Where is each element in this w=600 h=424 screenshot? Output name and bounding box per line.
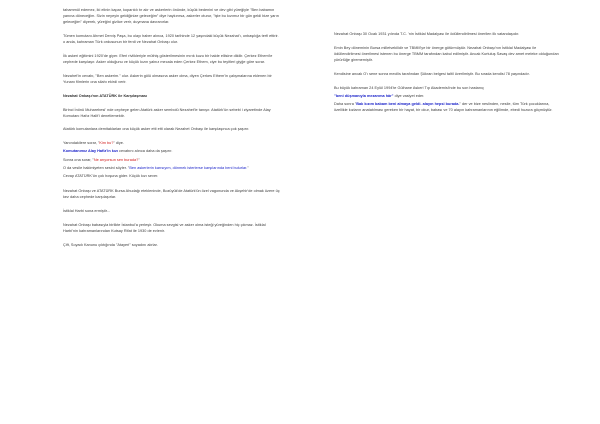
paragraph: İlk askeri eğitimini 1920'de giyer. Eferi rivlikleriyle müthiş gösterilmesinin mırık kuzu bir halde ellisine dikilir. Çerkez Ethem'le cephede karşılaşır. Asker olduğunu ve küçük kızın yalnız mecala eden Çerkez Ethem, ciye bu teyitleri giyğe göre sorar.: [63, 54, 273, 65]
paragraph: Nezahat Onbaşı babasıyla birlikte İstanbul'a yerleşir. Okuma sevgisi ve asker olma isteği yüreğinden hiç çıkmaz. İstiklal Harbi'nin kahramanlarından Kutsay Rifat ile 1930 de evlenir.: [63, 222, 266, 233]
quote-red: Kim bu?: [99, 141, 114, 146]
dialogue-text: cevabını alınca daha da şaşırır.: [117, 149, 173, 154]
paragraph: [334, 101, 562, 113]
paragraph: [334, 93, 562, 99]
paragraph: Bu büyük kahraman 24 Eylül 1994'te Gülhane Askeri Tıp Akademisi'nde bu son hastanıç: [334, 85, 484, 90]
dialogue-text: O da vesile hakimiyeten sesini söyler. ": [63, 165, 130, 170]
dialogue-block: [63, 140, 281, 179]
dialogue-line: Cevap ATATÜRK'ün çok hoşuna gider. Küçük kızı sever.: [63, 173, 159, 178]
paragraph: Atatürk komutanlara demitaklarlan ona küçük asker etti etti olarak Nezahet Onbaşı ile karşılaşınca çok şaşırır.: [63, 127, 250, 132]
paragraph: İstiklal Harbi sona ermiştir...: [63, 209, 111, 214]
right-page: [334, 31, 562, 121]
dialogue-text: ": [247, 165, 249, 170]
dialogue-text: ": [138, 157, 140, 162]
quote-blue: Ben askerlerin karısıyım, dönmek isterlerse karşılarında beni bulurlar.: [129, 165, 248, 170]
paragraph-text: " der ve bize neslinden, nesile, tüm Türk çocuklarına, özellikle kızların anatatılması gereken bir hayat, bir okur, babası ve 70 alayın kahramanlarının eğilimde, ebedi huzura göçmüştür.: [334, 101, 553, 113]
section-heading: Nezahat Onbaşı'nın ATATÜRK ile Karşılaşması: [63, 93, 148, 98]
paragraph: Çift, Soyadı Kanunu çıktığında "Atayeri" soyadını alırlar.: [63, 242, 158, 247]
quote-blue: Bak kızım babam beni almaya geldi. alayın hepsi burada.: [356, 101, 460, 106]
paragraph-text: Daha sonra ": [334, 101, 357, 106]
paragraph: Nezahat Onbaşı ve ATATÜRK Bursa Ahudağı etekleninde, Bozüyük'de Atatürk'ün özel vagonunda ve Akşehir'de olmak üzere üç kez daha cephede karşılaşırlar.: [63, 189, 280, 200]
dialogue-text: Sonra ona sorar, ": [63, 157, 94, 162]
paragraph: Nezahet'in cevabı, "Ben askerim." olur. Askerin gölü olmasına asker olma, diyen Çerkes Ethem'in çalışmalarına eklenen bir Yunanı filmlerin ona silahı ekirdi verir.: [63, 73, 272, 85]
dialogue-text: " diye.: [113, 141, 124, 146]
quote-red: Ne arıyorsun sen burada?: [93, 157, 139, 162]
paragraph-text: diye vasiyet eder.: [393, 93, 425, 98]
paragraph: Kendisine ancak O'ı sene sonra mecilis tarafından Şükran belgesi taltil üverilmiştir. Bu sırada kendisi 78 yaşındadır.: [334, 71, 530, 76]
quote-blue: Komutanımız Alay Hafiz'in kızı: [63, 149, 118, 154]
paragraph: Nezahat Onbaşı 30 Ocak 1931 yılında T.C. 'nin İstiklal Madalyası ile ödüllendirilmesi önerilen ilk vatandaşıdır.: [334, 32, 520, 36]
dialogue-line: [63, 165, 281, 171]
paragraph: tahammül edemez, iki elinin kapar, koparıldı tır alır ve askerlerin önünde, küçük bedenini ve dev gibi yüreğiyle "Ben babamın yanına döneceğim. Sizin neyeyin geldiğinize geleceğim" diye haykırırsa, askerler oturur, "işte bu kızımız bir gün geldi bize yarın geleceğim" diyerek, yüreğini gizlice verir, duymana davranırlar.: [63, 8, 279, 25]
paragraph: Tümen komutanı Ahmet Derviş Paşa, bu olayı haber alınca, 1920 tarihinde 12 yaşındaki küçük Nezahat'ı, onbaşılığa terfi ettirir. o anda, kahraman Türk ordusunun bir ferdi ve Nezahat Onbaşı olur.: [63, 34, 279, 45]
dialogue-text: Yanındakilere sorar, ": [63, 141, 100, 146]
paragraph: Birinci İnönü Muharebesi' nde cepheye gelen Atatürk asker sembolü Nezahet'le tanışır. Atatürk'ün sebebi i ziyaretinde Alay Komutanı Hafız Halit'i denetlemektir.: [63, 107, 271, 118]
dialogue-line: [63, 140, 281, 146]
left-page: [63, 7, 281, 255]
paragraph: Emin Bey döneminin Bursa milletvekilidir ve TBMM'ye bir önerge götürmüştür. Nezahat Onbaşı'nın İstiklal Madalyası ile ödüllendirilmesi önerilmesi istenen bu önerge TBMM tarafından kabul edilmiştir. Ancak Kurtuluş Savaş dev amet meleke olduğundan yürürlüğe girememiştir.: [334, 45, 559, 63]
dialogue-line: [63, 148, 281, 154]
quote-blue: "beni düşmanıyla mezarıma hâr": [334, 93, 394, 98]
dialogue-line: [63, 157, 281, 163]
